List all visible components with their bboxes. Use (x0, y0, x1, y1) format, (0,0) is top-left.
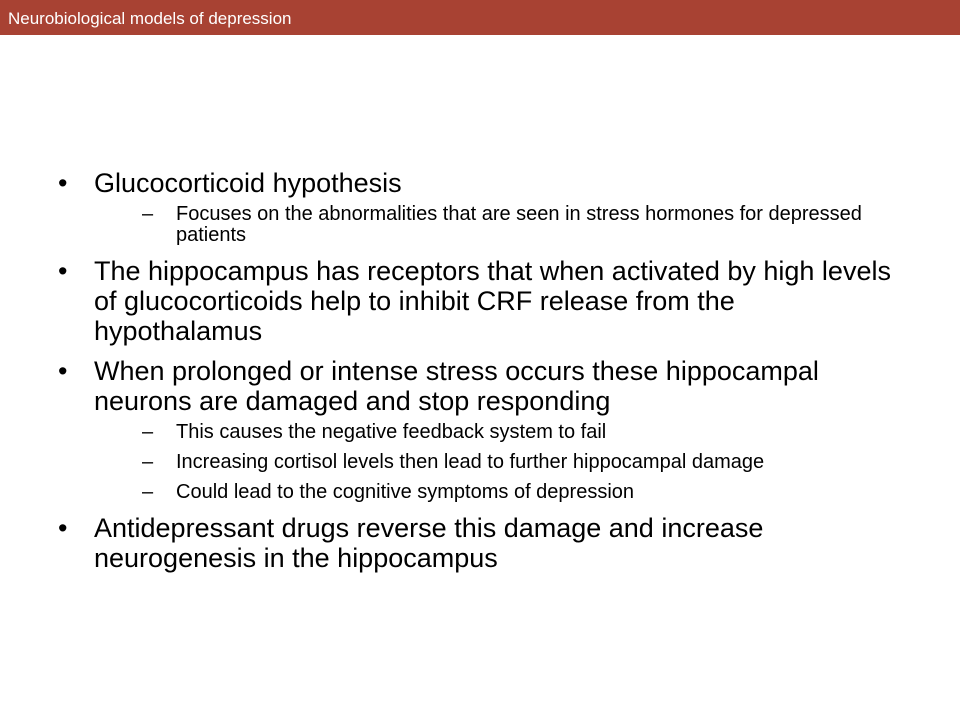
slide-content (58, 168, 898, 583)
sub-bullet-text: Increasing cortisol levels then lead to further hippocampal damage (176, 451, 765, 473)
bullet-text: The hippocampus has receptors that when activated by high levels of glucocorticoids help to inhibit CRF release from the hypothalamus (94, 256, 891, 346)
bullet-item (58, 256, 898, 346)
sub-bullet-item (94, 422, 898, 443)
sub-bullet-item (94, 482, 898, 503)
bullet-text: Antidepressant drugs reverse this damage and increase neurogenesis in the hippocampus (94, 513, 764, 573)
sub-bullet-list (94, 204, 898, 246)
bullet-marker: • (58, 168, 68, 198)
sub-bullet-item (94, 452, 898, 473)
dash-marker: – (142, 451, 154, 473)
bullet-item (58, 356, 898, 503)
bullet-marker: • (58, 356, 68, 386)
dash-marker: – (142, 203, 154, 225)
bullet-item (58, 513, 898, 573)
sub-bullet-text: Could lead to the cognitive symptoms of depression (176, 481, 635, 503)
sub-bullet-text: Focuses on the abnormalities that are seen in stress hormones for depressed patients (176, 203, 862, 246)
sub-bullet-item (94, 204, 898, 246)
bullet-text: When prolonged or intense stress occurs these hippocampal neurons are damaged and stop responding (94, 356, 819, 416)
dash-marker: – (142, 421, 154, 443)
sub-bullet-text: This causes the negative feedback system to fail (176, 421, 607, 443)
bullet-marker: • (58, 513, 68, 543)
dash-marker: – (142, 481, 154, 503)
sub-bullet-list (94, 422, 898, 503)
slide-header-bar (0, 0, 960, 35)
bullet-marker: • (58, 256, 68, 286)
bullet-text: Glucocorticoid hypothesis (94, 168, 402, 198)
slide-title: Neurobiological models of depression (8, 9, 292, 28)
bullet-item (58, 168, 898, 246)
